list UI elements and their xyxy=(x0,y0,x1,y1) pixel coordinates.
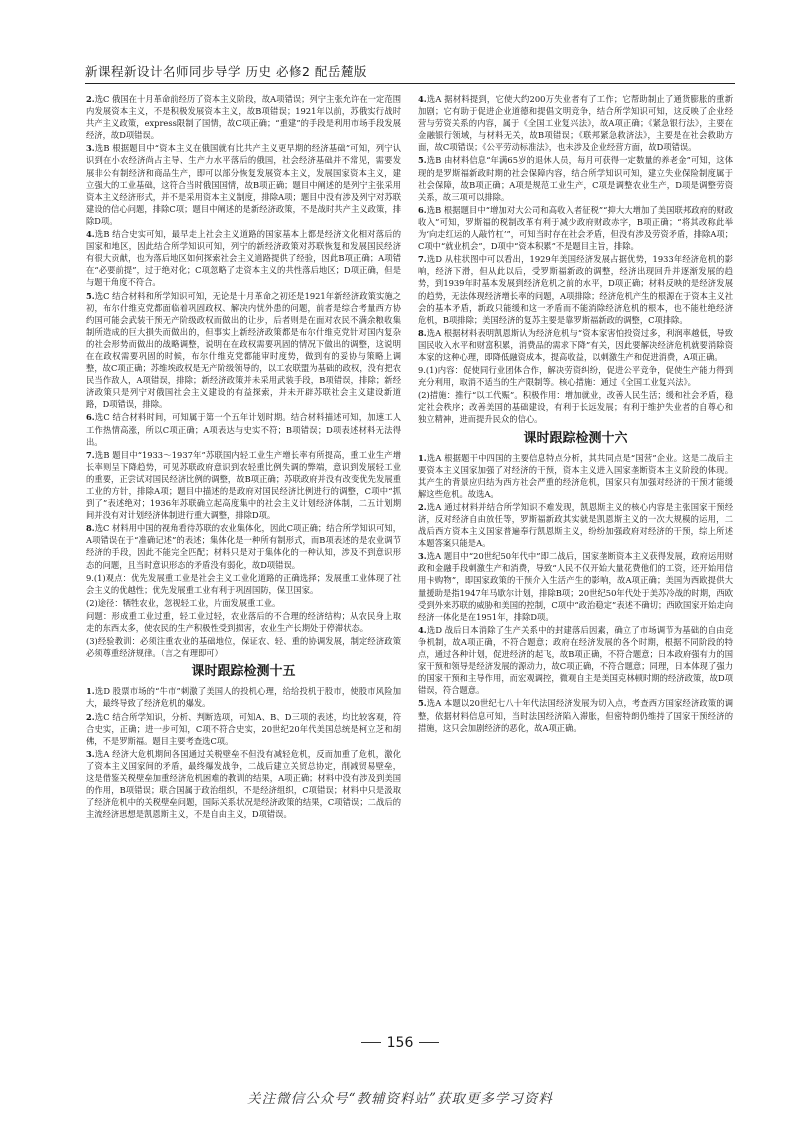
answer-item xyxy=(418,154,733,202)
answer-item xyxy=(86,93,401,141)
answer-item xyxy=(86,685,401,709)
answer-number: 4. xyxy=(418,624,427,635)
answer-q9-p2: (2)措施：推行“以工代赈”。积极作用：增加就业，改善人民生活；缓和社会矛盾，稳定社会秩序；改善美国的基础建设，有利于长远发展；有利于维护失业者的自尊心和独立精神，进而提升民众的信心。 xyxy=(418,390,733,425)
answer-number: 2. xyxy=(418,501,427,512)
answer-number: 1. xyxy=(418,452,427,463)
answer-text: 选A 本题以20世纪七八十年代法国经济发展为切入点，考查西方国家经济政策的调整，依据材料信息可知，当时法国经济陷入滞胀，但密特朗仍维持了国家干预经济的措施，这只会加剧经济的恶化，故A项正确。 xyxy=(418,698,733,733)
section-title: 课时跟踪检测十五 xyxy=(191,664,296,680)
answer-number: 8. xyxy=(86,523,95,534)
answer-item xyxy=(86,290,401,411)
answer-item xyxy=(418,253,733,326)
answer-text: 选A 据材料提到，它使大约200万失业者有了工作；它帮助制止了通货膨胀的重新加剧；它有助于促进企业道德和提倡文明竞争，结合所学知识可知，这反映了企业经营与劳资关系的内容，属于《全国工业复兴法》，故A项正确；《紧急银行法》，主要在金融银行领域，与材料无关，故B项错误；《联邦紧急救济法》，主要是在社会救助方面，故C项错误；《公平劳动标准法》，也未涉及企业经营方面，故D项错误。 xyxy=(418,94,733,153)
answer-item xyxy=(418,624,733,697)
answer-q9-p1: 9.(1)内容：促使同行业团体合作，解决劳资纠纷，促进公平竞争，促使生产能力得到充分利用，取消不适当的生产限制等。核心措施：通过《全国工业复兴法》。 xyxy=(418,365,733,388)
answer-item xyxy=(418,697,733,733)
answer-text: 选C 结合材料时间，可知属于第一个五年计划时期。结合材料描述可知，加速工人工作热情高涨，所以C项正确；A项表达与史实不符；B项错误；D项表述材料无法得出。 xyxy=(86,412,401,447)
answer-number: 7. xyxy=(418,254,427,265)
answer-item xyxy=(86,711,401,747)
answer-number: 8. xyxy=(418,327,427,338)
left-column xyxy=(86,93,401,821)
answer-text: 选A 根据题干中四国的主要信息特点分析，其共同点是“国营”企业。这是二战后主要资本主义国家加强了对经济的干预，资本主义进入国家垄断资本主义阶段的体现。其产生的背景应归结为西方社会严重的经济危机，国家只有加强对经济的干预才能缓解这些危机。故选A。 xyxy=(418,452,733,499)
answer-text: 选D 股票市场的“牛市”刺激了美国人的投机心理，给给投机于股市，使股市风险加大，最终导致了经济危机的爆发。 xyxy=(86,686,401,709)
answer-number: 1. xyxy=(86,686,95,697)
answer-number: 5. xyxy=(86,290,95,301)
answer-item xyxy=(86,142,401,227)
answer-text: 选D 战后日本消除了生产关系中的封建落后因素，确立了市场调节为基础的自由竞争机制，故A项正确，不符合题意；政府在经济发展的各个时期，根据不同阶段的特点，通过各种计划，促进经济的起飞，故B项正确，不符合题意；日本政府强有力的国家干预和领导是经济发展的源动力，故C项正确，不符合题意；同理，日本体现了强力的国家干预和主导作用，而宏观调控，微观自主是美国克林顿时期的经济政策，故D项错误，符合题意。 xyxy=(418,624,733,696)
answer-item xyxy=(86,449,401,522)
page-header xyxy=(85,62,735,84)
dash-decoration xyxy=(361,1042,381,1043)
answer-text: 选A 经济大危机期间各国通过关税壁垒不但没有减轻危机，反而加重了危机，激化了资本主义国家间的矛盾，最终爆发战争，二战后建立关贸总协定，削减贸易壁垒，这是借鉴关税壁垒加重经济危机困难的教训的结果，A项正确；材料中没有涉及到美国的作用，B项错误；联合国属于政治组织，不是经济组织，C项错误；材料中只是汲取了经济危机中的关税壁垒问题，国际关系状况是经济政策的结果，C项错误；二战后的主流经济思想是凯恩斯主义，不是自由主义，D项错误。 xyxy=(86,748,401,820)
section-title: 课时跟踪检测十六 xyxy=(523,430,628,446)
answer-q9-p4: (3)经验教训：必须注重农业的基础地位，保证农、轻、重的协调发展，制定经济政策必须尊重经济规律。（言之有理即可） xyxy=(86,636,401,659)
answer-item xyxy=(418,327,733,363)
answer-number: 3. xyxy=(418,551,427,562)
answer-text: 选C 俄国在十月革命前经历了资本主义阶段，故A项错误；列宁主张允许在一定范围内发展资本主义，不是积极发展资本主义，故B项错误；1921年以前，苏俄实行战时共产主义政策，express限制了国情，故C项正确；“重建”的手段是利用市场手段发展经济，故D项错误。 xyxy=(86,94,401,141)
answer-item xyxy=(418,452,733,500)
answer-text: 选B 由材料信息“年满65岁的退休人员，每月可获得一定数量的养老金”可知，这体现的是罗斯福新政时期的社会保障内容，结合所学知识可知，建立失业保险制度属于社会保障，故B项正确；A项是规范工业生产，C项是调整农业生产，D项是调整劳资关系，故三项可以排除。 xyxy=(418,155,733,202)
answer-text: 选B 题目中“1933～1937年”苏联国内轻工业生产增长率有所提高，重工业生产增长率则呈下降趋势，可见苏联政府意识到农轻重比例失调的弊端，意识到发展轻工业的重要，正尝试对国民经济比例的调整，故B项正确；苏联政府并没有改变优先发展重工业的方针，排除A项；题目中描述的是政府对国民经济比例进行的调整，C项中“抓到了”表述绝对；1936年苏联确立起高度集中的社会主义计划经济体制，二五计划期间并没有对计划经济体制进行重大调整，排除D项。 xyxy=(86,449,401,521)
answer-q9-p2: (2)途径：牺牲农业，忽视轻工业，片面发展重工业。 xyxy=(86,597,281,608)
answer-number: 5. xyxy=(418,155,427,166)
answer-text: 选C 结合所学知识，分析、判断选项，可知A、B、D三项的表述，均比较客观，符合史实，正确；进一步可知，C项不符合史实，20世纪20年代美国总统是柯立芝和胡佛，不是罗斯福。题目主要考查选C项。 xyxy=(86,711,401,746)
answer-number: 2. xyxy=(86,711,95,722)
answer-number: 3. xyxy=(86,748,95,759)
answer-text: 选B 根据题目中“增加对大公司和高收入者征税”“抑大大增加了美国联邦政府的财政收入”可知，罗斯福的税制改革有利于减少政府财政赤字，B项正确；“将其改称此举为‘向走红运的人敲竹杠’”，可知当时存在社会矛盾，但没有涉及劳资矛盾，排除A项；C项中“就业机会”，D项中“资本积累”不是题目主旨，排除。 xyxy=(418,204,733,252)
footer xyxy=(0,1087,800,1107)
answer-number: 6. xyxy=(86,412,95,423)
answer-text: 选B 结合史实可知，最早走上社会主义道路的国家基本上都是经济文化相对落后的国家和地区，因此结合所学知识可知，列宁的新经济政策对苏联恢复和发展国民经济有很大贡献，也为落后地区如何探索社会主义道路提供了经验，因此B项正确；A项错在“必要前提”，过于绝对化；C项忽略了走资本主义的共性落后地区；D项正确，但是与题干角度不符合。 xyxy=(86,229,401,288)
footer-text: 关注微信公众号“教辅资料站”获取更多学习资料 xyxy=(247,1091,553,1107)
answer-number: 3. xyxy=(86,143,95,154)
header-title: 新课程新设计名师同步导学 历史 必修2 配岳麓版 xyxy=(85,64,367,79)
right-column xyxy=(418,93,733,735)
answer-number: 5. xyxy=(418,698,427,709)
answer-q9-p3: 问题：形成重工业过重，轻工业过轻，农业落后的不合理的经济结构；从农民身上取走的东西太多，使农民的生产积极性受到损害，农业生产长期处于停滞状态。 xyxy=(86,610,401,634)
page-number-area xyxy=(0,1032,800,1051)
dash-decoration xyxy=(419,1042,439,1043)
answer-text: 选A 根据材料表明凯恩斯认为经济危机与“资本家害怕投资过多，利润率越低，导致国民收入水平和财富积累，消费品的需求下降”有关，因此要解决经济危机就要消除资本家的这种心理，即降低融资成本，提高收益，以刺激生产和促进消费，A项正确。 xyxy=(418,327,733,362)
answer-q9-p1: 9.(1)观点：优先发展重工业是社会主义工业化道路的正确选择；发展重工业体现了社会主义的优越性；优先发展重工业有利于巩固国防，保卫国家。 xyxy=(86,572,401,595)
answer-item xyxy=(418,93,733,153)
answer-number: 6. xyxy=(418,204,427,215)
answer-number: 4. xyxy=(86,229,95,240)
answer-number: 7. xyxy=(86,449,95,460)
answer-number: 2. xyxy=(86,94,95,104)
answer-item xyxy=(86,228,401,288)
answer-text: 选D 从柱状图中可以看出，1929年美国经济发展占据优势，1933年经济危机的影响，经济下滑，但从此以后，受罗斯福新政的调整，经济出现回升并逐渐发展的趋势，到1939年时基本发展到经济危机之前的水平，D项正确；材料反映的是经济发展的趋势，无法体现经济增长率的问题，A项排除；经济危机产生的根源在于资本主义社会的基本矛盾，新政只能缓和这一矛盾而不能消除经济危机的根本，也不能杜绝经济危机，B项排除；美国经济的复苏主要是靠罗斯福新政的调整，C项排除。 xyxy=(418,254,733,325)
answer-item xyxy=(418,501,733,549)
answer-text: 选C 结合材料和所学知识可知，无论是十月革命之初还是1921年新经济政策实施之初，布尔什维克党都面临着巩固政权、解决内忧外患的问题，前者是综合考量西方协约国可能会武装干预无产阶级政权而做出的让步，后者则是在面对农民不满余粮收集制所造成的巨大損失而做出的，但事实上新经济政策都是布尔什维克党针对国内复杂的社会形势而做出的战略调整，说明在在政权需要巩固的情况下做出的调整，这说明在在政权需要巩固的时候，布尔什维克党都能审时度势，做到有的妥协与策略上调整，故C项正确；苏维埃政权是无产阶级领导的，以工农联盟为基础的政权，没有把农民当作敌人，A项错误，排除；新经济政策并未采用武装手段，B项错误，排除；新经济政策只是列宁对俄国社会主义建设的有益探索，并未开辟苏联社会主义建设新道路，D项错误，排除。 xyxy=(86,290,401,410)
answer-text: 选A 通过材料并结合所学知识不难发现，凯恩斯主义的核心内容是主张国家干预经济，反对经济自由放任等，罗斯福新政其实就是凯恩斯主义的一次大规模的运用，二战后西方资本主义国家普遍奉行凯恩斯主义，纷纷加强政府对经济的干预，综上所述本题答案只能是A。 xyxy=(418,501,733,549)
answer-item xyxy=(418,204,733,252)
page-number: 156 xyxy=(386,1035,414,1051)
answer-text: 选B 根据题目中“资本主义在俄国就有比共产主义更早期的经济基础”可知，列宁认识到在小农经济尚占主导、生产力水平落后的俄国，社会经济基础并不常见，需要发展非公有制经济和商品生产，即可以部分恢复发展资本主义，发展国家资本主义，建立强大的工业基础，这符合当时俄国国情，故B项正确；题目中阐述的是列宁主张采用资本主义经济形式，并不是采用资本主义制度，排除A项；题目中没有涉及列宁对苏联建设的信心问题，排除C项；题目中阐述的是新经济政策，不是战时共产主义政策，排除D项。 xyxy=(86,143,401,226)
answer-item xyxy=(86,748,401,821)
answer-text: 选C 材料用中国的视角看待苏联的农业集体化，因此C项正确；结合所学知识可知，A项错误在于“准确记述”的表述；集体化是一种所有制形式，而B项表述的是农业调节经济的手段，因此不能完全匹配；材料只是对于集体化的一种认知，涉及不到意识形态的问题，且当时意识形态的矛盾没有弱化，故D项错误。 xyxy=(86,523,401,570)
answer-item xyxy=(86,522,401,570)
answer-item xyxy=(418,550,733,623)
answer-number: 4. xyxy=(418,94,427,104)
answer-item xyxy=(86,411,401,447)
answer-text: 选A 题目中“20世纪50年代中”即二战后，国家垄断资本主义获得发展，政府运用财政和金融手段刺激生产和消费，导致“人民不仅开始大量花费他们的工资，还开始用信用卡购物”，即国家政策的干预介入生活产生的影响，故A项正确；美国为西欧提供大量援助是指1947年马歇尔计划，排除B项；20世纪50年代处于美苏冷战的时期，西欧受到外来苏联的威胁和美国的控制，C项中“政治稳定”表述不确切；西欧国家开始走向经济一体化是在1951年，排除D项。 xyxy=(418,551,733,622)
